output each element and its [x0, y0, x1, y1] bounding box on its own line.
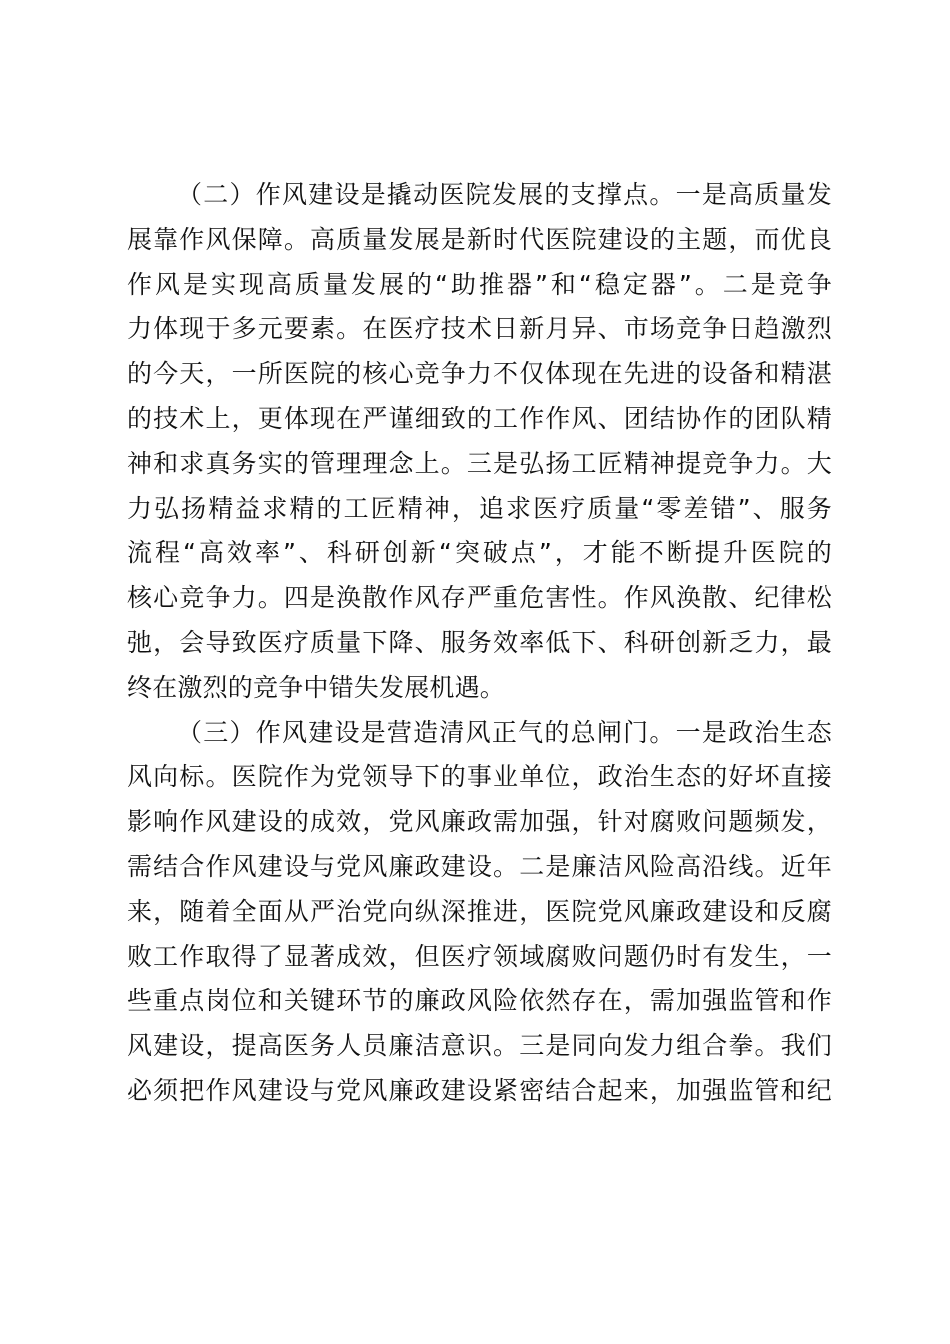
paragraph-2	[127, 173, 832, 711]
text-line: 必须把作风建设与党风廉政建设紧密结合起来，加强监管和纪	[127, 1075, 832, 1105]
text-line: 终在激烈的竞争中错失发展机遇。	[127, 672, 506, 702]
text-line: 流程“高效率”、科研创新“突破点”，才能不断提升医院的	[127, 538, 832, 568]
text-line: 的今天，一所医院的核心竞争力不仅体现在先进的设备和精湛	[127, 359, 832, 389]
text-line: 影响作风建设的成效，党风廉政需加强，针对腐败问题频发，	[127, 807, 832, 837]
text-line: （二）作风建设是撬动医院发展的支撑点。一是高质量发	[177, 180, 832, 209]
text-line: 力弘扬精益求精的工匠精神，追求医疗质量“零差错”、服务	[127, 493, 832, 523]
text-line: （三）作风建设是营造清风正气的总闸门。一是政治生态	[177, 717, 832, 747]
text-line: 弛，会导致医疗质量下降、服务效率低下、科研创新乏力，最	[127, 627, 832, 657]
text-line: 神和求真务实的管理理念上。三是弘扬工匠精神提竞争力。大	[127, 448, 832, 478]
text-line: 的技术上，更体现在严谨细致的工作作风、团结协作的团队精	[127, 403, 832, 433]
text-line: 需结合作风建设与党风廉政建设。二是廉洁风险高沿线。近年	[127, 851, 832, 881]
text-line: 核心竞争力。四是涣散作风存严重危害性。作风涣散、纪律松	[127, 583, 832, 613]
text-line: 力体现于多元要素。在医疗技术日新月异、市场竞争日趋激烈	[127, 314, 832, 344]
paragraph-3	[127, 711, 832, 1114]
text-line: 展靠作风保障。高质量发展是新时代医院建设的主题，而优良	[127, 224, 832, 254]
text-line: 风建设，提高医务人员廉洁意识。三是同向发力组合拳。我们	[127, 1031, 832, 1061]
text-line: 些重点岗位和关键环节的廉政风险依然存在，需加强监管和作	[127, 986, 832, 1016]
text-line: 作风是实现高质量发展的“助推器”和“稳定器”。二是竞争	[127, 269, 832, 299]
text-line: 风向标。医院作为党领导下的事业单位，政治生态的好坏直接	[127, 762, 832, 792]
text-line: 来，随着全面从严治党向纵深推进，医院党风廉政建设和反腐	[127, 896, 832, 926]
text-line: 败工作取得了显著成效，但医疗领域腐败问题仍时有发生，一	[127, 941, 832, 971]
body-text	[127, 173, 832, 1114]
